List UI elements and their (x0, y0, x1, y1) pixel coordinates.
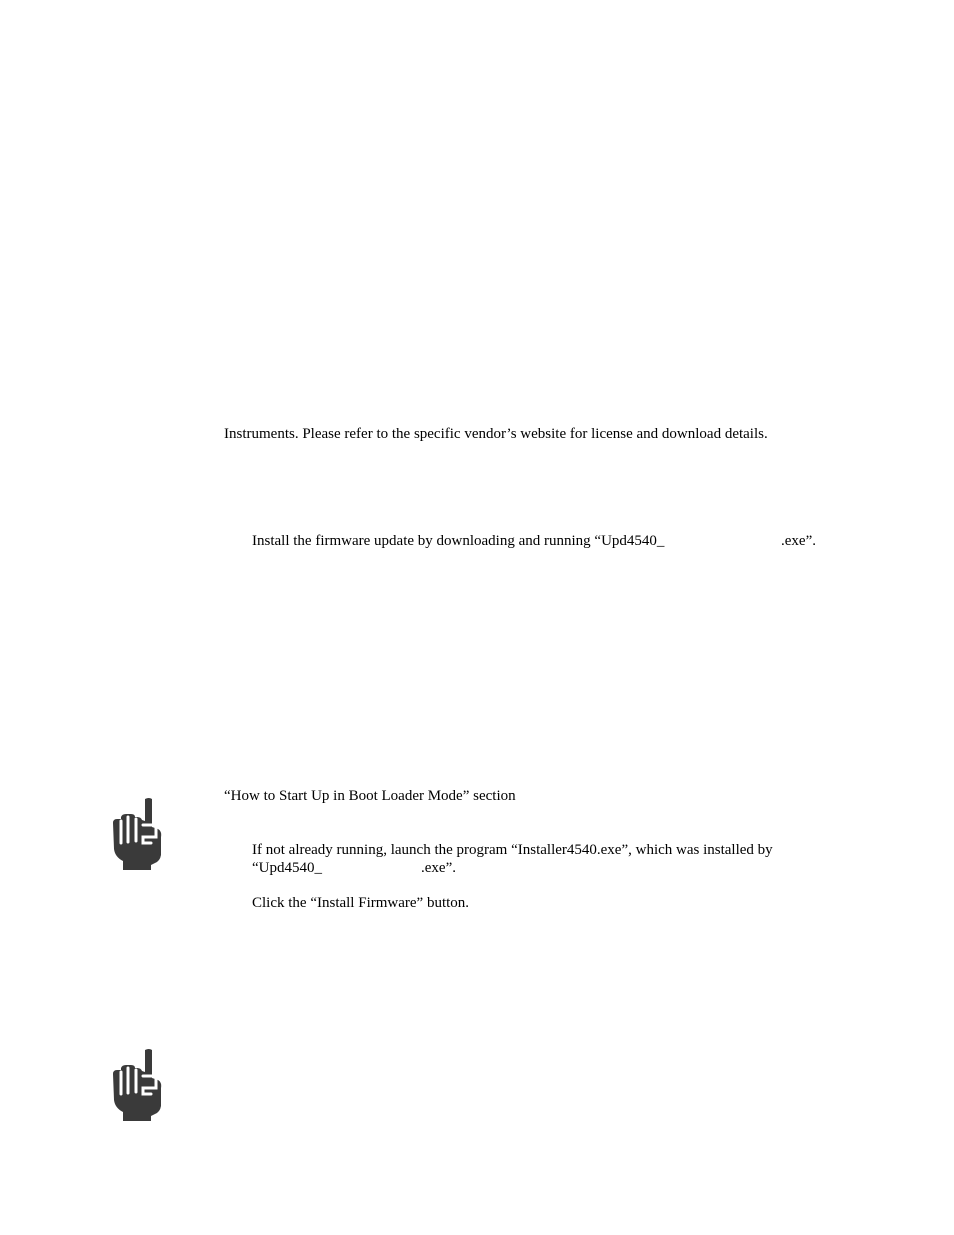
install-update-step-end (781, 532, 816, 550)
boot-loader-reference: “How to Start Up in Boot Loader Mode” section (224, 788, 516, 804)
launch-installer-line1: If not already running, launch the program “Installer4540.exe”, which was installed by (252, 842, 773, 858)
pointing-hand-icon (111, 1048, 163, 1122)
intro-line: Instruments. Please refer to the specific vendor’s website for license and download details. (224, 426, 768, 442)
launch-installer-text-before: “Upd4540_ (252, 860, 322, 876)
pointing-hand-icon (111, 797, 163, 871)
launch-installer-text-after: .exe”. (421, 860, 456, 876)
install-update-text-before: Install the firmware update by downloading and running “Upd4540_ (252, 533, 665, 549)
launch-installer-line2-end (421, 859, 456, 877)
click-install-firmware-step: Click the “Install Firmware” button. (252, 895, 470, 911)
install-update-text-after: .exe”. (781, 533, 816, 549)
install-update-step (252, 532, 664, 550)
launch-installer-line2 (252, 859, 322, 877)
